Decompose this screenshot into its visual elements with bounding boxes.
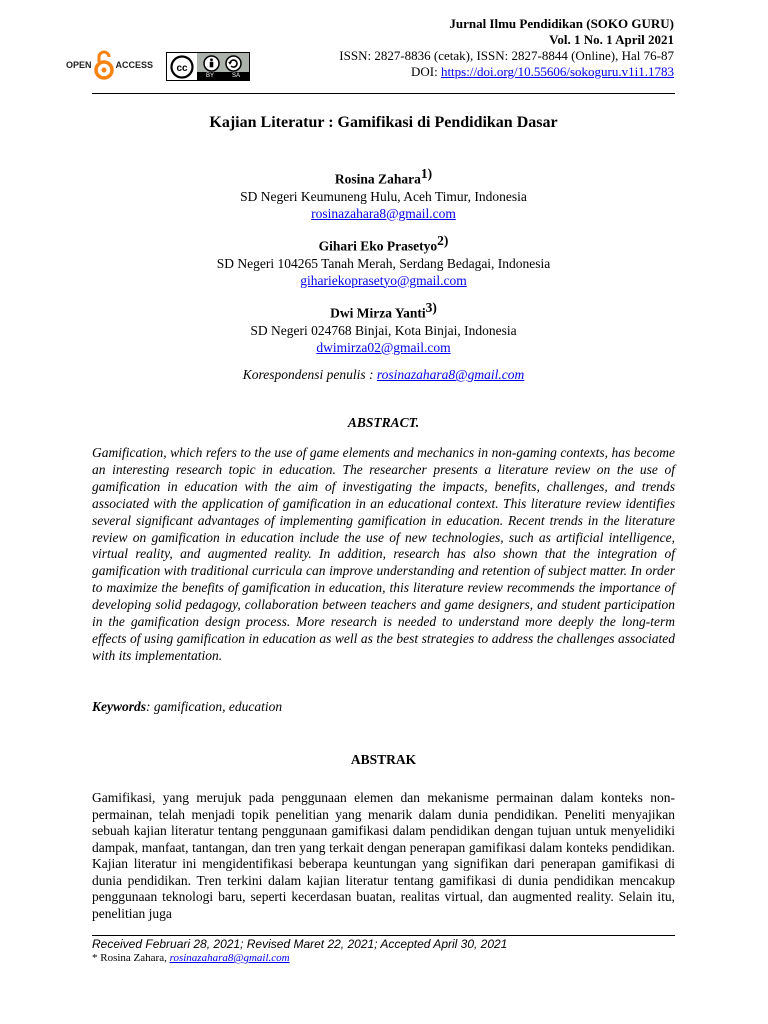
author-name: Rosina Zahara (334, 171, 421, 187)
paper-title: Kajian Literatur : Gamifikasi di Pendidikan Dasar (209, 114, 558, 131)
doi-link[interactable]: https://doi.org/10.55606/sokoguru.v1i1.1783 (440, 64, 674, 79)
attribution-icon (203, 55, 220, 72)
footnote-name: * Rosina Zahara, (92, 952, 170, 964)
footer-divider (92, 935, 675, 936)
author-sup: 3) (425, 300, 437, 315)
author-footnote (92, 952, 290, 964)
author-name: Dwi Mirza Yanti (330, 305, 426, 321)
author-email-link[interactable]: dwimirza02@gmail.com (316, 339, 451, 355)
open-access-left-text: OPEN (66, 60, 92, 70)
footnote-email-link[interactable]: rosinazahara8@gmail.com (169, 952, 290, 964)
keywords-label: Keywords (92, 699, 146, 714)
journal-doi (254, 64, 674, 80)
journal-info (254, 16, 674, 80)
abstract-body: Gamification, which refers to the use of game elements and mechanics in non-gaming contexts, has become an interesting research topic in education. The researcher presents a literature review on the use of gamification in education with the aim of investigating the impacts, benefits, challenges, and trends associated with the application of gamification in an educational context. This literature review identifies several significant advantages of implementing gamification in education. Recent trends in the literature review on gamification in education include the use of new technologies, such as artificial intelligence, virtual reality, and augmented reality. In addition, research has also shown that the integration of gamification with traditional curricula can improve understanding and retention of subject matter. In order to maximize the benefits of gamification in education, this literature review recommends the importance of developing solid pedagogy, collaboration between teachers and game designers, and student participation in the gamification design process. More research is needed to understand more deeply the long-term effects of using gamification in education as well as the best strategies to address the challenges associated with its implementation. (92, 445, 675, 663)
open-access-logo (66, 50, 153, 80)
cc-label-bar (197, 72, 249, 80)
author-email-link[interactable]: gihariekoprasetyo@gmail.com (300, 272, 467, 288)
header-divider (92, 93, 675, 94)
cc-icon (170, 55, 194, 79)
received-dates: Received Februari 28, 2021; Revised Maret 22, 2021; Accepted April 30, 2021 (92, 937, 508, 951)
author-sup: 1) (420, 166, 433, 181)
author-1 (92, 165, 675, 222)
doi-label: DOI: (410, 64, 441, 79)
abstrak-body: Gamifikasi, yang merujuk pada penggunaan elemen dan mekanisme permainan dalam konteks non-permainan, telah menjadi topik penelitian yang menarik dalam dunia pendidikan. Peneliti menyajikan sebuah kajian literatur tentang penggunaan gamifikasi dalam pendidikan dengan tujuan untuk menyelidiki dampak, manfaat, tantangan, dan tren yang terkait dengan penerapan gamifikasi dalam konteks pendidikan. Kajian literatur ini mengidentifikasi beberapa keuntungan yang signifikan dari penerapan gamifikasi di dunia pendidikan. Tren terkini dalam kajian literatur tentang gamifikasi di dunia pendidikan mencakup penggunaan teknologi baru, seperti kecerdasan buatan, realitas virtual, dan augmented reality. Selain itu, penelitian juga (92, 790, 675, 921)
author-affiliation: SD Negeri 104265 Tanah Merah, Serdang Bedagai, Indonesia (216, 255, 551, 271)
journal-issn: ISSN: 2827-8836 (cetak), ISSN: 2827-8844 (Online), Hal 76-87 (339, 48, 674, 63)
author-sup: 2) (437, 233, 449, 248)
keywords-line (92, 699, 282, 715)
open-access-lock-icon (94, 50, 114, 80)
correspondence-line (92, 367, 675, 383)
share-alike-icon (225, 55, 242, 72)
journal-name: Jurnal Ilmu Pendidikan (SOKO GURU) (449, 16, 674, 31)
correspondence-email-link[interactable]: rosinazahara8@gmail.com (376, 367, 525, 382)
author-name: Gihari Eko Prasetyo (318, 238, 438, 254)
abstract-heading: ABSTRACT. (347, 415, 420, 430)
cc-by-label: BY (205, 73, 214, 79)
cc-license-badge (166, 52, 250, 81)
cc-sa-label: SA (231, 73, 240, 79)
svg-text:cc: cc (176, 63, 188, 74)
keywords-values: : gamification, education (146, 699, 283, 714)
abstrak-heading: ABSTRAK (350, 752, 417, 767)
open-access-right-text: ACCESS (115, 60, 154, 70)
journal-volume: Vol. 1 No. 1 April 2021 (549, 32, 674, 47)
author-3 (92, 299, 675, 356)
author-email-link[interactable]: rosinazahara8@gmail.com (311, 205, 456, 221)
correspondence-label: Korespondensi penulis : (242, 367, 377, 382)
author-2 (92, 232, 675, 289)
author-affiliation: SD Negeri 024768 Binjai, Kota Binjai, Indonesia (250, 322, 517, 338)
author-affiliation: SD Negeri Keumuneng Hulu, Aceh Timur, Indonesia (240, 188, 527, 204)
